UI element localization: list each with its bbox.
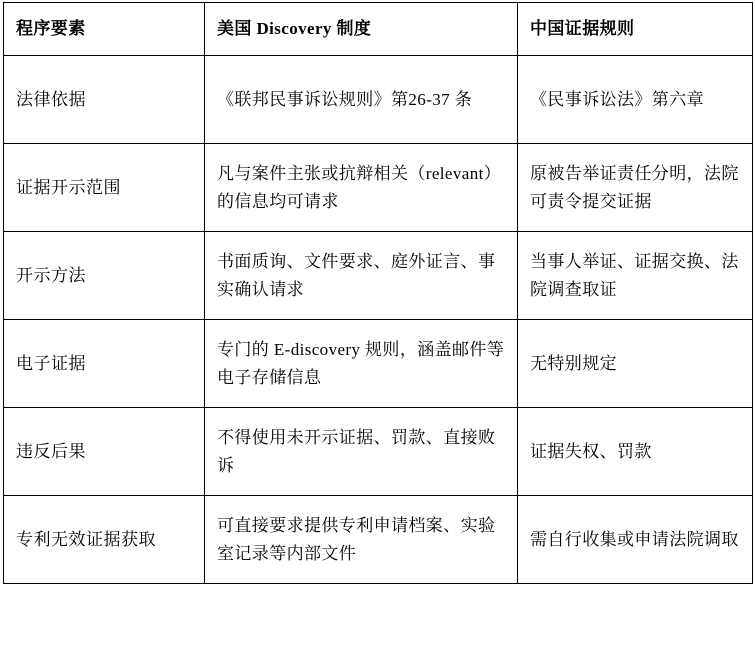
cell-us: 不得使用未开示证据、罚款、直接败诉 <box>205 408 518 496</box>
table-row <box>4 144 753 232</box>
cell-element: 法律依据 <box>4 56 205 144</box>
cell-cn: 原被告举证责任分明，法院可责令提交证据 <box>518 144 753 232</box>
cell-element: 电子证据 <box>4 320 205 408</box>
table-row <box>4 496 753 584</box>
table-row <box>4 408 753 496</box>
cell-element: 开示方法 <box>4 232 205 320</box>
column-header-element: 程序要素 <box>4 3 205 56</box>
table-header-row <box>4 3 753 56</box>
cell-element: 违反后果 <box>4 408 205 496</box>
table-header <box>4 3 753 56</box>
comparison-table <box>3 2 753 584</box>
table-row <box>4 56 753 144</box>
column-header-cn-evidence-rules: 中国证据规则 <box>518 3 753 56</box>
cell-us: 可直接要求提供专利申请档案、实验室记录等内部文件 <box>205 496 518 584</box>
table-row <box>4 232 753 320</box>
table-row <box>4 320 753 408</box>
column-header-us-discovery: 美国 Discovery 制度 <box>205 3 518 56</box>
cell-cn: 无特别规定 <box>518 320 753 408</box>
cell-element: 专利无效证据获取 <box>4 496 205 584</box>
cell-cn: 证据失权、罚款 <box>518 408 753 496</box>
cell-us: 凡与案件主张或抗辩相关（relevant）的信息均可请求 <box>205 144 518 232</box>
cell-us: 书面质询、文件要求、庭外证言、事实确认请求 <box>205 232 518 320</box>
document-page <box>0 2 755 672</box>
cell-cn: 需自行收集或申请法院调取 <box>518 496 753 584</box>
cell-us: 专门的 E-discovery 规则，涵盖邮件等电子存储信息 <box>205 320 518 408</box>
table-body <box>4 56 753 584</box>
cell-us: 《联邦民事诉讼规则》第26-37 条 <box>205 56 518 144</box>
cell-cn: 当事人举证、证据交换、法院调查取证 <box>518 232 753 320</box>
cell-cn: 《民事诉讼法》第六章 <box>518 56 753 144</box>
cell-element: 证据开示范围 <box>4 144 205 232</box>
